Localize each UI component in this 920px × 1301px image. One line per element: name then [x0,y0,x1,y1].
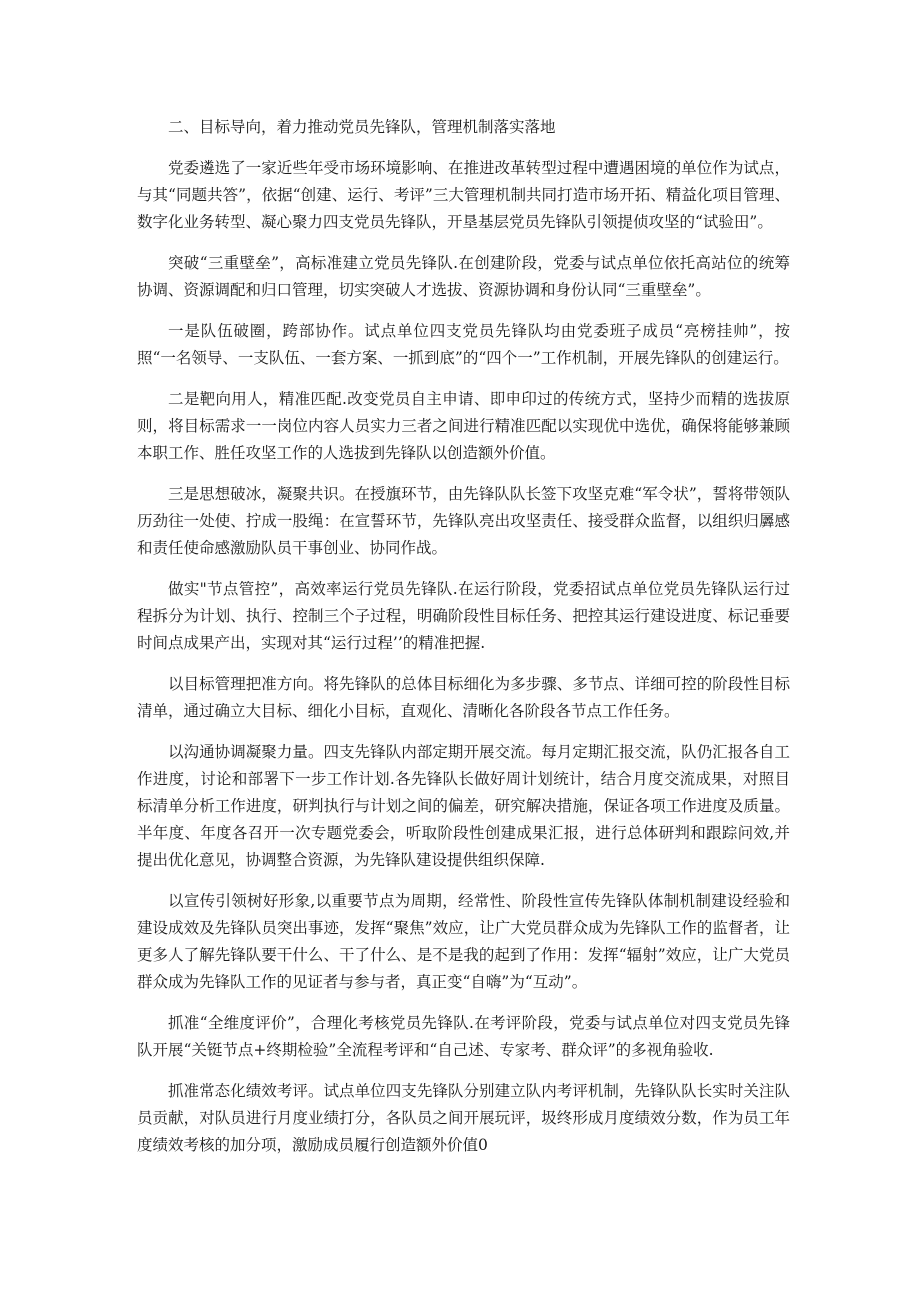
paragraph-4: 二是靶向用人，精准匹配.改变党员自主申请、即申印过的传统方式，坚持少而精的选拔原则，将目标需求一一岗位内容人员实力三者之间进行精准匹配以实现优中选优，确保将能够兼顾本职工作、胜任攻坚工作的人选拔到先锋队以创造额外价值。 [137,390,790,462]
paragraph-7: 以目标管理把准方向。将先锋队的总体目标细化为多步骤、多节点、详细可控的阶段性目标清单，通过确立大目标、细化小目标，直观化、清晰化各阶段各节点工作任务。 [137,675,790,720]
paragraph-3: 一是队伍破圈，跨部协作。试点单位四支党员先锋队均由党委班子成员“亮榜挂帅”，按照“一名领导、一支队伍、一套方案、一抓到底”的“四个一”工作机制，开展先锋队的创建运行。 [137,322,790,367]
paragraph-6: 做实"节点管控”，高效率运行党员先锋队.在运行阶段，党委招试点单位党员先锋队运行过程拆分为计划、执行、控制三个子过程，明确阶段性目标任务、把控其运行建设进度、标记垂要时间点成果产出，实现对其“运行过程’’的精准把握. [137,580,790,652]
document-body [137,114,790,1173]
paragraph-5: 三是思想破冰，凝聚共识。在授旗环节，由先锋队队长签下攻坚克难“军令状”，誓将带领队历劲往一处使、拧成一股绳：在宣誓环节，先锋队亮出攻坚责任、接受群众监督，以组织归羼感和责任使命感激励队员干事创业、协同作战。 [137,485,790,557]
section-heading: 二、目标导向，着力推动党员先锋队，管理机制落实落地 [168,118,556,136]
paragraph-8: 以沟通协调凝聚力量。四支先锋队内部定期开展交流。每月定期汇报交流，队仍汇报各自工作进度，讨论和部署下一步工作计划.各先锋队长做好周计划统计，结合月度交流成果，对照目标清单分析工作进度，研判执行与计划之间的偏差，研究解决措施，保证各项工作进度及质量。半年度、年度各召开一次专题党委会，听取阶段性创建成果汇报，进行总体研判和跟踪问效,并提出优化意见，协调整合资源，为先锋队建设提供组织保障. [137,743,790,869]
paragraph-1: 党委遴选了一家近些年受市场环境影响、在推进改革转型过程中遭遇困境的单位作为试点，与其“同题共答”，依据“创建、运行、考评”三大管理机制共同打造市场开拓、精益化项目管理、数字化业务转型、凝心聚力四支党员先锋队，开垦基层党员先锋队引领提侦攻坚的“试验田”。 [137,159,790,231]
paragraph-2: 突破“三重壁垒”，高标准建立党员先锋队.在创建阶段，党委与试点单位依托高站位的统筹协调、资源调配和归口管理，切实突破人才选拔、资源协调和身份认同“三重壁垒”。 [137,254,790,299]
paragraph-10: 抓准“全维度评价”，合理化考核党员先锋队.在考评阶段，党委与试点单位对四支党员先锋队开展“关铤节点+终期检验”全流程考评和“自己述、专家考、群众评”的多视角验收. [137,1014,790,1059]
paragraph-9: 以宣传引领树好形象,以重要节点为周期，经常性、阶段性宣传先锋队体制机制建设经验和建设成效及先锋队员突出事迹，发挥“聚焦”效应，让广大党员群众成为先锋队工作的监督者，让更多人了解先锋队要干什么、干了什么、是不是我的起到了作用：发挥“辐射”效应，让广大党员群众成为先锋队工作的见证者与参与者，真正变“自嗨”为“互动”。 [137,892,790,991]
paragraph-11: 抓准常态化绩效考评。试点单位四支先锋队分别建立队内考评机制，先锋队队长实时关注队员贡献，对队员进行月度业绩打分，各队员之间开展玩评，圾终形成月度绩效分数，作为员工年度绩效考核的加分项，激励成员履行创造额外价值0 [137,1082,790,1154]
